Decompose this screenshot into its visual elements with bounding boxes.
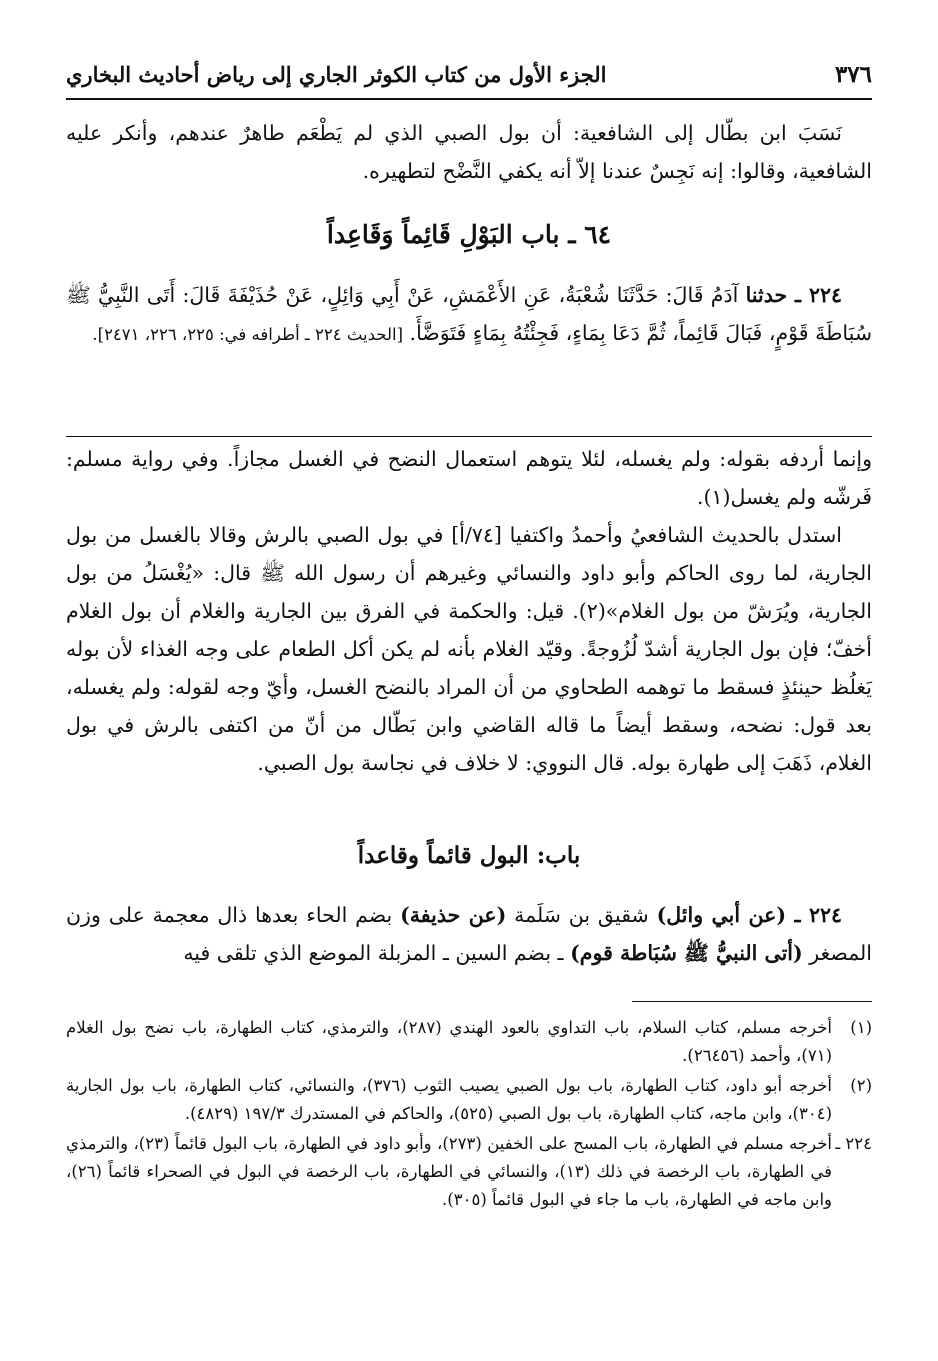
footnote-number: (٢) (850, 1076, 872, 1095)
commentary2-lead-1: ٢٢٤ ـ (عن أبي وائل) (656, 903, 843, 927)
commentary-block (66, 440, 872, 782)
commentary2-paragraph (66, 896, 872, 972)
hadith-note: [الحديث ٢٢٤ ـ أطرافه في: ٢٢٥، ٢٢٦، ٢٤٧١]. (92, 325, 404, 344)
footnote-rule (632, 1001, 872, 1002)
footnote (66, 1130, 872, 1214)
footnote-number: ٢٢٤ ـ (835, 1134, 872, 1153)
top-paragraph-block (66, 114, 872, 190)
footnote-text: أخرجه مسلم في الطهارة، باب المسح على الخفين (٢٧٣)، وأبو داود في الطهارة، باب البول قائماً (٢٣)، والترمذي في الطهارة، باب الرخصة في ذلك (١٣)، والنسائي في الطهارة، باب الرخصة في البول في الصحراء قائماً (٢٦)، وابن ماجه في الطهارة، باب ما جاء في البول قائماً (٣٠٥). (66, 1134, 832, 1209)
chapter-heading: ٦٤ ـ باب البَوْلِ قَائِماً وَقَاعِداً (326, 220, 612, 249)
commentary2-block (66, 896, 872, 972)
footnote-text: أخرجه مسلم، كتاب السلام، باب التداوي بالعود الهندي (٢٨٧)، والترمذي، كتاب الطهارة، باب نضح بول الغلام (٧١)، وأحمد (٢٦٤٥٦). (66, 1018, 832, 1065)
footnote (66, 1014, 872, 1070)
footnote-text: أخرجه أبو داود، كتاب الطهارة، باب بول الصبي يصيب الثوب (٣٧٦)، والنسائي، كتاب الطهارة، باب بول الجارية (٣٠٤)، وابن ماجه، كتاب الطهارة، باب بول الصبي (٥٢٥)، والحاكم في المستدرك ١٩٧/٣ (٤٨٢٩). (66, 1076, 832, 1123)
section-heading: باب: البول قائماً وقاعداً (357, 842, 581, 869)
running-header (66, 52, 872, 96)
commentary2-text-2: بضم الحاء بعدها ذال معجمة على وزن المصغر (66, 903, 872, 965)
hadith-lead: ٢٢٤ ـ حدثنا (745, 283, 842, 307)
footnote (66, 1072, 872, 1128)
hadith-paragraph (66, 276, 872, 354)
section-separator (66, 436, 872, 437)
hadith-block (66, 276, 872, 354)
running-title: الجزء الأول من كتاب الكوثر الجاري إلى رياض أحاديث البخاري (66, 61, 607, 87)
header-rule (66, 98, 872, 100)
top-paragraph: نَسَبَ ابن بطّال إلى الشافعية: أن بول الصبي الذي لم يَطْعَم طاهرٌ عندهم، وأنكر عليه الشافعية، وقالوا: إنه نَجِسٌ عندنا إلاّ أنه يكفي النَّضْح لتطهيره. (66, 121, 872, 183)
hadith-text: آدَمُ قَالَ: حَدَّثَنَا شُعْبَةُ، عَنِ الأَعْمَشِ، عَنْ أَبِي وَائِلٍ، عَنْ حُذَيْفَةَ قَالَ: أَتَى النَّبِيُّ ﷺ سُبَاطَةَ قَوْمٍ، فَبَالَ قَائِماً، ثُمَّ دَعَا بِمَاءٍ، فَجِئْتُهُ بِمَاءٍ فَتَوَضَّأَ. (66, 283, 872, 345)
footnotes (66, 1014, 872, 1216)
commentary2-lead-3: (أتى النبيُّ ﷺ سُبَاطة قوم) (570, 941, 803, 965)
commentary2-lead-2: (عن حذيفة) (400, 903, 507, 927)
footnote-number: (١) (850, 1018, 872, 1037)
commentary2-text-3: ـ بضم السين ـ المزبلة الموضع الذي تلقى فيه (183, 941, 571, 965)
commentary-paragraph-2: استدل بالحديث الشافعيُ وأحمدُ واكتفيا [٧٤/أ] في بول الصبي بالرش وقالا بالغسل من بول الجارية، لما روى الحاكم وأبو داود والنسائي وغيرهم أن رسول الله ﷺ قال: «يُغْسَلُ من بول الجارية، ويُرَشّ من بول الغلام»(٢). قيل: والحكمة في الفرق بين الجارية والغلام أن بول الغلام أخفّ؛ فإن بول الجارية أشدّ لُزُوجةً. وقيّد الغلام بأنه لم يكن أكل الطعام على وجه الغذاء لأن بوله يَغلُظ حينئذٍ فسقط ما توهمه الطحاوي من أن المراد بالنضح الغسل، وأيّ وجه لقوله: ولم يغسله، بعد قول: نضحه، وسقط أيضاً ما قاله القاضي وابن بَطّال من أنّ من اكتفى بالرش في بول الغلام، ذَهَبَ إلى طهارة بوله. قال النووي: لا خلاف في نجاسة بول الصبي. (66, 523, 872, 775)
commentary2-text-1: شقيق بن سَلَمة (506, 903, 657, 927)
commentary-paragraph-1: وإنما أردفه بقوله: ولم يغسله، لئلا يتوهم استعمال النضح في الغسل مجازاً. وفي رواية مسلم: فَرشّه ولم يغسل(١). (66, 447, 872, 509)
page-number: ٣٧٦ (834, 60, 872, 88)
